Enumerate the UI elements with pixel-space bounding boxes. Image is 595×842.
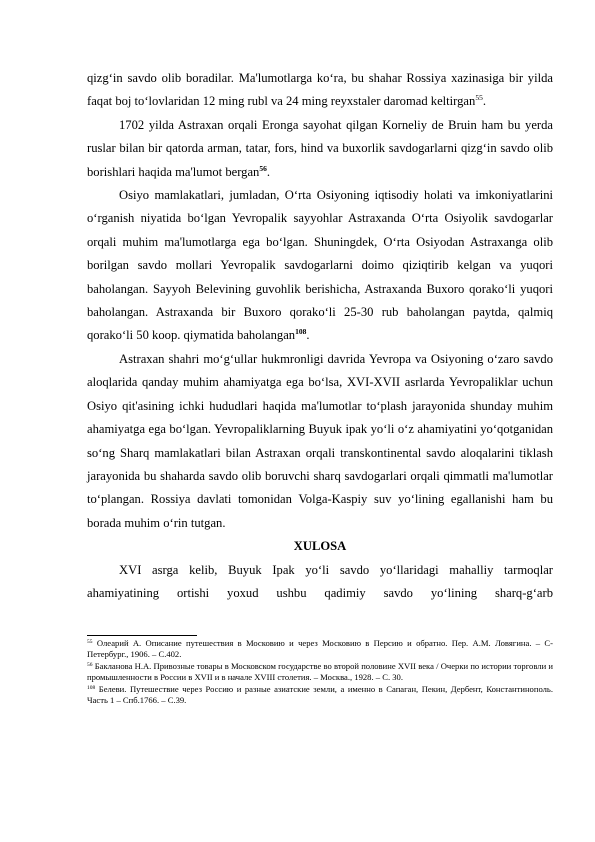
footnote-text: Бакланова Н.А. Привозные товары в Московском государстве во второй половине XVII века / Очерки по истории торговли и промышленности в России в XVII и в начале XVIII столетия. – Москва., 1928. – С. 30. xyxy=(87,660,553,683)
footnote-ref-108: 108 xyxy=(295,327,307,337)
paragraph-4-text: Astraxan shahri mo‘g‘ullar hukmronligi davrida Yevropa va Osiyoning o‘zaro savdo aloqlarida qanday muhim ahamiyatga ega bo‘lsa, XVI-XVII asrlarda Yevropaliklar uchun Osiyo qit'asining ichki hududlari haqida ma'lumotlar to‘plash jarayonida shunday muhim ahamiyatga ega bo‘lgan. Yevropaliklarning Buyuk ipak yo‘li o‘z ahamiyatini yo‘qotganidan so‘ng Sharq mamlakatlari bilan Astraxan orqali transkontinental savdo aloqalarini tiklash jarayonida bu shaharda savdo olib boruvchi sharq savdogarlari orqali qimmatli ma'lumotlar to‘plangan. Rossiya davlati tomonidan Volga-Kaspiy suv yo‘lining egallanishi ham bu borada muhim o‘rin tutgan. xyxy=(87,351,553,530)
paragraph-2-text: 1702 yilda Astraxan orqali Eronga sayohat qilgan Korneliy de Bruin ham bu yerda ruslar bilan bir qatorda arman, tatar, fors, hind va buxorlik savdogarlarni qizg‘in savdo olib borishlari haqida ma'lumot bergan xyxy=(87,117,553,179)
footnote-text: Олеарий А. Описание путешествия в Московию и через Московию в Персию и обратно. Пер. А.М. Ловягина. – С-Петербург., 1906. – С.402. xyxy=(87,638,553,660)
footnote-ref-56: 56 xyxy=(259,163,267,173)
footnote-ref-55: 55 xyxy=(475,93,483,103)
paragraph-1 xyxy=(87,67,553,114)
footnote-108 xyxy=(87,684,553,707)
footnote-number: 56 xyxy=(87,661,93,668)
footnote-56 xyxy=(87,661,553,684)
paragraph-4 xyxy=(87,348,553,535)
paragraph-2-tail: . xyxy=(266,164,271,179)
footnote-55 xyxy=(87,638,553,661)
footnote-number: 55 xyxy=(87,639,93,645)
paragraph-5 xyxy=(87,559,553,606)
footnotes xyxy=(87,638,553,706)
paragraph-3-tail: . xyxy=(306,328,310,343)
footnote-number: 108 xyxy=(87,684,96,691)
footnote-divider xyxy=(87,635,197,636)
main-text xyxy=(87,67,553,605)
paragraph-1-tail: . xyxy=(482,94,486,109)
section-heading: XULOSA xyxy=(293,539,347,554)
paragraph-2 xyxy=(87,114,553,184)
paragraph-1-text: qizg‘in savdo olib boradilar. Ma'lumotlarga ko‘ra, bu shahar Rossiya xazinasiga bir yilda faqat boj to‘lovlaridan 12 ming rubl va 24 ming reyxstaler daromad keltirgan xyxy=(87,71,553,109)
paragraph-3-text: Osiyo mamlakatlari, jumladan, O‘rta Osiyoning iqtisodiy holati va imkoniyatlarini o‘rganish niyatida bo‘lgan Yevropalik sayyohlar Astraxanda O‘rta Osiyolik savdogarlar orqali muhim ma'lumotlarga ega bo‘lgan. Shuningdek, O‘rta Osiyodan Astraxanga olib borilgan savdo mollari Yevropalik savdogarlarni doimo qiziqtirib kelgan va yuqori baholangan. Sayyoh Belevining guvohlik berishicha, Astraxanda Buxoro qorako‘li yuqori baholangan. Astraxanda bir Buxoro qorako‘li 25-30 rub baholangan paytda, qalmiq qorako‘li 50 koop. qiymatida baholangan xyxy=(87,188,553,343)
footnote-text: Белеви. Путешествие через Россию и разные азиатские земли, а именно в Сапаган, Пекин, Дербент, Константинополь. Часть 1 – Спб.1766. – С.39. xyxy=(87,683,553,706)
paragraph-5-text: XVI asrga kelib, Buyuk Ipak yo‘li savdo yo‘llaridagi mahalliy tarmoqlar ahamiyatining ortishi yoxud ushbu qadimiy savdo yo‘lining sharq-g‘arb xyxy=(87,562,553,600)
paragraph-3 xyxy=(87,184,553,348)
